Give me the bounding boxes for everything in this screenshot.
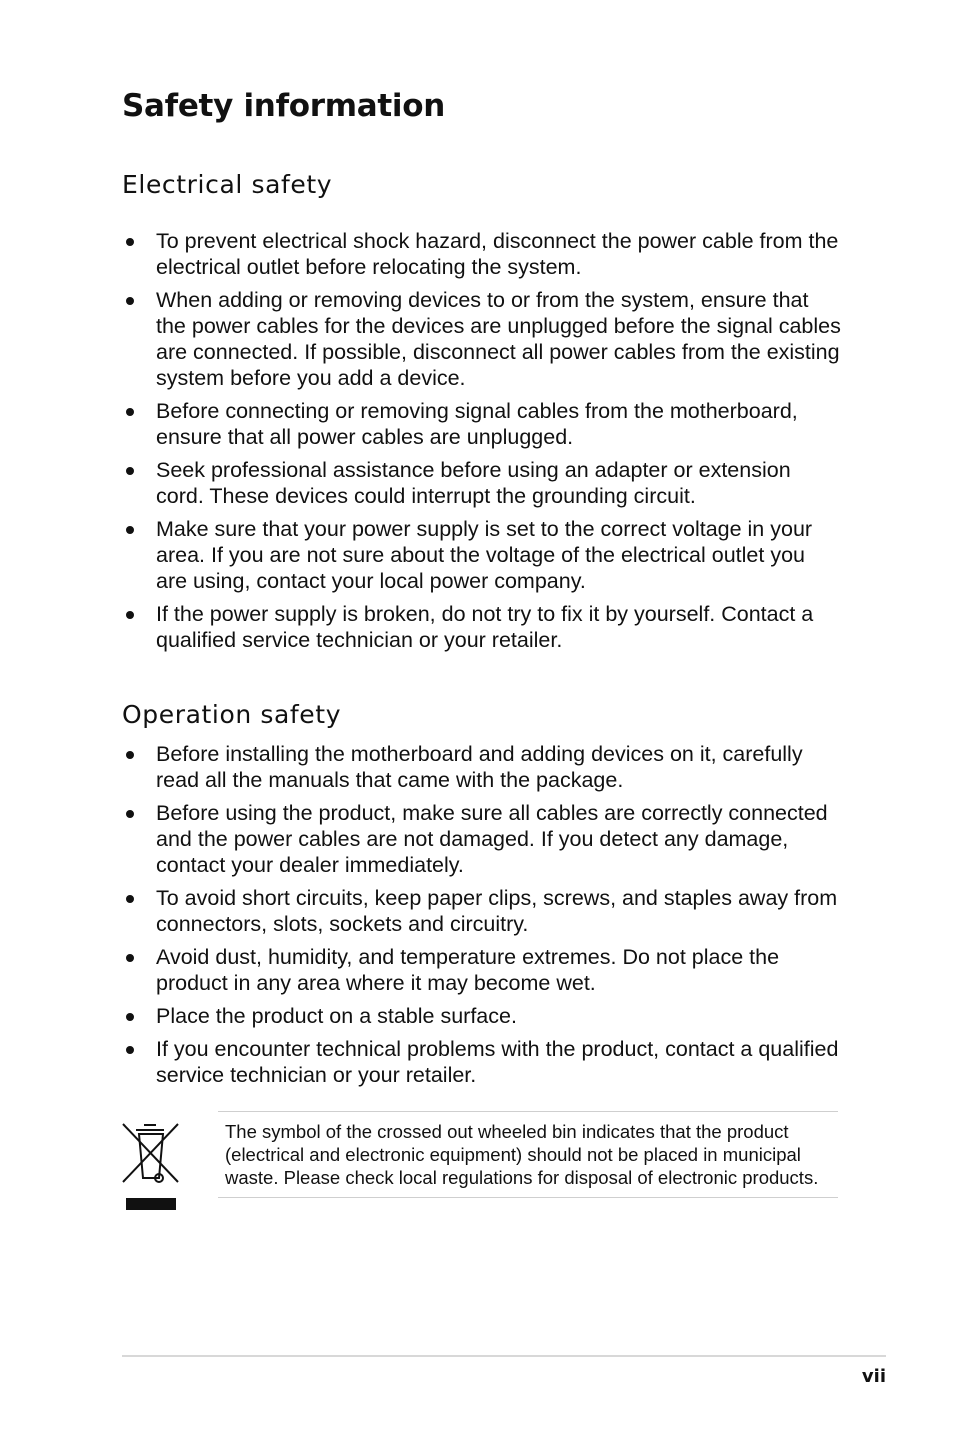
operation-safety-list [122,741,842,1095]
weee-note-text: The symbol of the crossed out wheeled bin indicates that the product (electrical and electronic equipment) should not be placed in municipal waste. Please check local regulations for disposal of electronic products. [225,1121,819,1188]
list-item: Before installing the motherboard and adding devices on it, carefully read all the manuals that came with the package. [122,741,842,793]
list-item: Place the product on a stable surface. [122,1003,842,1029]
note-top-divider [218,1111,838,1112]
electrical-safety-heading: Electrical safety [122,170,333,199]
page-number: vii [861,1366,886,1387]
list-item: Before connecting or removing signal cables from the motherboard, ensure that all power cables are unplugged. [122,398,842,450]
list-item: To avoid short circuits, keep paper clips, screws, and staples away from connectors, slots, sockets and circuitry. [122,885,842,937]
list-item: Before using the product, make sure all cables are correctly connected and the power cables are not damaged. If you detect any damage, contact your dealer immediately. [122,800,842,878]
operation-safety-heading: Operation safety [122,700,342,729]
list-item: When adding or removing devices to or from the system, ensure that the power cables for the devices are unplugged before the signal cables are connected. If possible, disconnect all power cables from the existing system before you add a device. [122,287,842,391]
page-title: Safety information [122,88,445,124]
list-item: Make sure that your power supply is set to the correct voltage in your area. If you are not sure about the voltage of the electrical outlet you are using, contact your local power company. [122,516,842,594]
list-item: If the power supply is broken, do not try to fix it by yourself. Contact a qualified service technician or your retailer. [122,601,842,653]
footer-divider [122,1355,886,1357]
list-item: Avoid dust, humidity, and temperature extremes. Do not place the product in any area where it may become wet. [122,944,842,996]
crossed-out-wheeled-bin-icon [120,1120,180,1216]
note-bottom-divider [218,1197,838,1198]
list-item: Seek professional assistance before using an adapter or extension cord. These devices could interrupt the grounding circuit. [122,457,842,509]
list-item: To prevent electrical shock hazard, disconnect the power cable from the electrical outlet before relocating the system. [122,228,842,280]
list-item: If you encounter technical problems with the product, contact a qualified service technician or your retailer. [122,1036,842,1088]
electrical-safety-list [122,228,842,660]
